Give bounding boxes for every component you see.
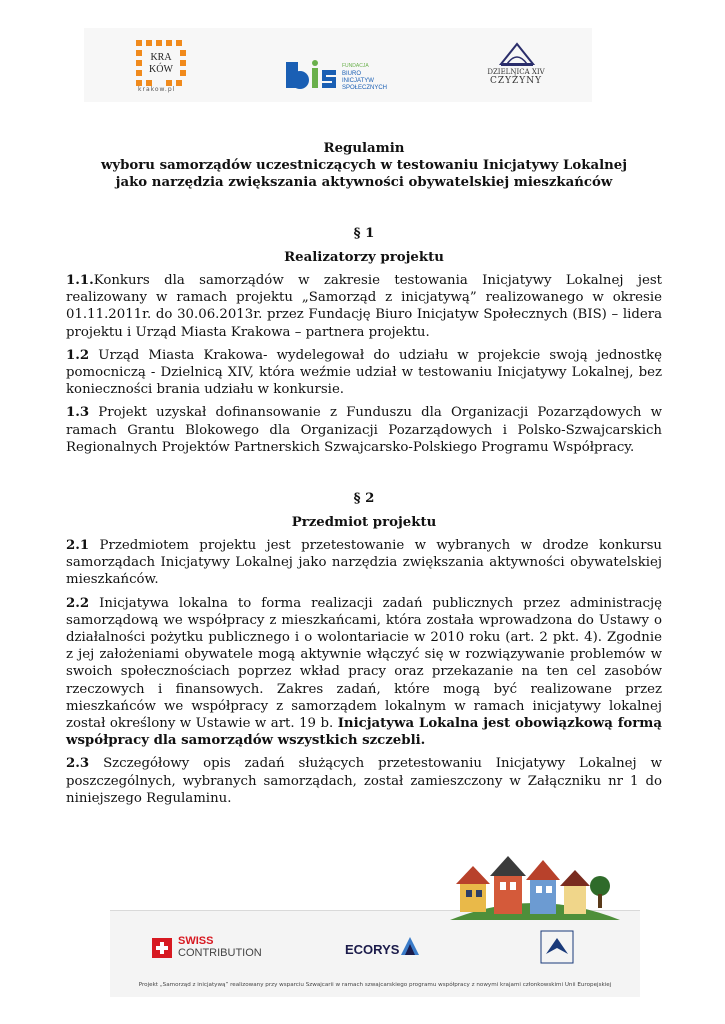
paragraph-number: 1.1. (66, 273, 94, 288)
ministry-eagle-logo (540, 930, 574, 964)
ecorys-logo-text: ECORYS (345, 942, 400, 957)
paragraph-text: Konkurs dla samorządów w zakresie testowania Inicjatywy Lokalnej jest realizowany w ramach projektu „Samorząd z inicjatywą” realizowanego w okresie 01.11.2011r. do 30.06.2013r. przez Fundację Biuro Inicjatyw Społecznych (BIS) – lidera projektu i Urząd Miasta Krakowa – partnera projektu. (66, 273, 662, 340)
paragraph-1-3 (66, 404, 662, 456)
document-body (66, 140, 662, 807)
krakow-caption: krakow.pl (138, 86, 176, 93)
paragraph-text: Przedmiotem projektu jest przetestowanie w wybranych w drodze konkursu samorządach Inicjatywy Lokalnej jako narzędzia zwiększania aktywności obywatelskiej mieszkańców. (66, 538, 662, 588)
document-title (66, 140, 662, 191)
ecorys-triangle-icon (400, 936, 420, 956)
paragraph-number: 2.2 (66, 595, 90, 611)
section-1-heading: Realizatorzy projektu (284, 250, 444, 265)
svg-text:BIURO: BIURO (342, 71, 362, 77)
paragraph-number: 2.3 (66, 756, 90, 772)
section-2-mark: § 2 (353, 491, 375, 507)
title-line-1: Regulamin (323, 141, 405, 156)
paragraph-number: 2.1 (66, 538, 90, 554)
houses-illustration (450, 846, 620, 920)
section-2-heading: Przedmiot projektu (291, 515, 437, 531)
paragraph-text: Szczegółowy opis zadań służących przetestowaniu Inicjatywy Lokalnej w poszczególnych, wybranych samorządach, został zamieszczony w Załączniku nr 1 do niniejszego Regulaminu. (66, 756, 662, 806)
svg-text:SPOŁECZNYCH: SPOŁECZNYCH (342, 85, 388, 91)
title-line-3: jako narzędzia zwiększania aktywności obywatelskiej mieszkańców (115, 175, 613, 190)
paragraph-2-1 (66, 537, 662, 589)
svg-text:FUNDACJA: FUNDACJA (342, 63, 369, 69)
paragraph-1-2 (66, 347, 662, 399)
section-1-mark: § 1 (353, 226, 375, 241)
svg-text:KÓW: KÓW (149, 64, 173, 75)
paragraph-text: Inicjatywa lokalna to forma realizacji zadań publicznych przez administrację samorządową we współpracy z mieszkańcami, która została wprowadzona do Ustawy o działalności pożytku publicznego i o wolontariacie w 2010 roku (art. 2 pkt. 4). Zgodnie z jej założeniami obywatele mogą aktywnie włączyć się w rozwiązywanie problemów w swoich społecznościach poprzez wkład pracy oraz przekazanie na ten cel zasobów rzeczowych i finansowych. Zakres zadań, które mogą być realizowane przez mieszkańców we współpracy z samorządem lokalnym w ramach inicjatywy lokalnej został określony w Ustawie w art. 19 b. (66, 595, 662, 732)
swiss-line-2: CONTRIBUTION (178, 947, 262, 959)
dzielnica-label: DZIELNICA XIV (487, 68, 545, 76)
swiss-contribution-text (178, 935, 262, 960)
dzielnica-logo (477, 40, 555, 96)
paragraph-number: 1.2 (66, 347, 90, 363)
paragraph-1-1 (66, 272, 662, 341)
svg-text:INICJATYW: INICJATYW (342, 78, 374, 84)
footer-project-note: Projekt „Samorząd z inicjatywą” realizowany przy wsparciu Szwajcarii w ramach szwajcarskiego programu współpracy z nowymi krajami członkowskimi Unii Europejskiej (138, 982, 612, 988)
paragraph-2-3 (66, 755, 662, 807)
paragraph-bold-text: Inicjatywa Lokalna jest obowiązkową formą współpracy dla samorządów wszystkich szczebli. (66, 716, 662, 749)
swiss-line-1: SWISS (178, 935, 214, 947)
paragraph-number: 1.3 (66, 405, 90, 421)
krakow-logo-text: KRA (150, 52, 172, 63)
stadium-icon (499, 40, 535, 68)
bis-foundation-logo (286, 58, 406, 92)
title-line-2: wyboru samorządów uczestniczących w testowaniu Inicjatywy Lokalnej (100, 158, 628, 173)
dzielnica-name: CZYŻYNY (489, 76, 543, 86)
paragraph-text: Projekt uzyskał dofinansowanie z Funduszu dla Organizacji Pozarządowych w ramach Grantu Blokowego dla Organizacji Pozarządowych i Polsko-Szwajcarskich Regionalnych Projektów Partnerskich Szwajcarsko-Polskiego Programu Współpracy. (66, 405, 662, 455)
paragraph-text: Urząd Miasta Krakowa- wydelegował do udziału w projekcie swoją jednostkę pomocniczą - Dzielnicą XIV, która weźmie udział w testowaniu Inicjatywy Lokalnej, bez konieczności brania udziału w konkursie. (66, 347, 662, 398)
paragraph-2-2 (66, 595, 662, 750)
